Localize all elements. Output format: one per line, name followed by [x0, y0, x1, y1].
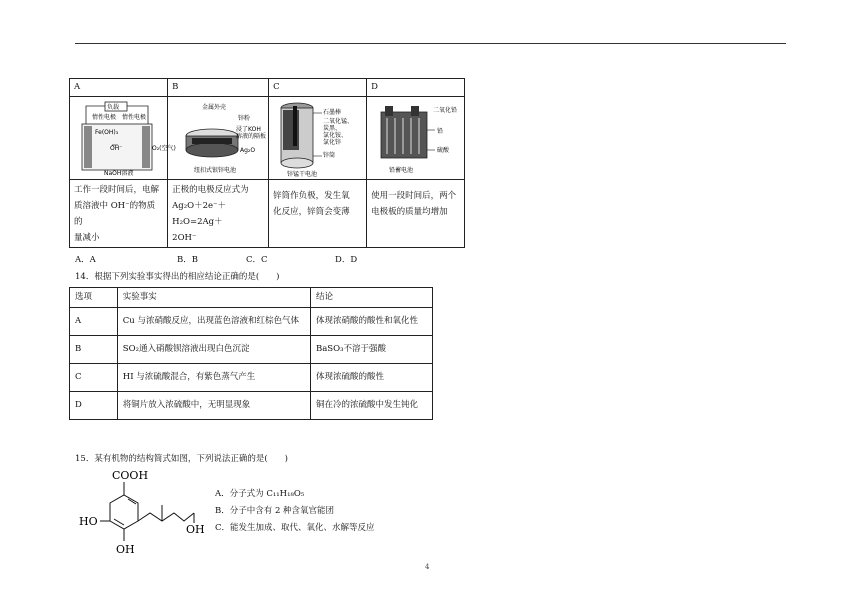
label-ag2o: Ag₂O — [240, 147, 256, 154]
label-ho-left: HO — [79, 515, 98, 528]
table-row — [70, 392, 433, 420]
q14-cell: Cu 与浓硝酸反应，出现蓝色溶液和红棕色气体 — [117, 308, 310, 336]
q13-table — [69, 78, 465, 248]
q13-option-d[interactable]: D．D — [335, 255, 358, 265]
label-oxygen: O₂(空气) — [152, 145, 176, 152]
label-graphite: 石墨棒 — [323, 109, 342, 116]
q15-stem: 15．某有机物的结构简式如图，下列说法正确的是( ) — [75, 454, 288, 464]
button-cell-diagram — [172, 100, 267, 178]
q13-desc-d-line: 电极板的质量均增加 — [371, 207, 448, 218]
label-cooh: COOH — [112, 469, 149, 482]
label-koh-2: 溶液的隔板 — [236, 133, 267, 140]
q14-cell: 铜在冷的浓硫酸中发生钝化 — [310, 392, 432, 420]
q13-desc-b-line: Ag₂O＋2e⁻＋H₂O=2Ag＋ — [172, 201, 227, 228]
header-rule — [75, 43, 786, 44]
table-row — [70, 308, 433, 336]
q13-desc-d — [367, 180, 465, 248]
label-zncl2: 氯化锌 — [323, 139, 342, 146]
q13-option-b[interactable]: B．B — [177, 255, 198, 265]
label-oh: OH⁻ — [110, 145, 123, 152]
label-zinc-can: 锌筒 — [323, 152, 336, 159]
lead-acid-diagram — [371, 100, 461, 178]
q15-option-a[interactable]: A．分子式为 C₁₁H₁₈O₅ — [215, 489, 305, 499]
q14-cell: A — [70, 308, 118, 336]
label-nh4cl: 氯化铵、 — [323, 132, 348, 139]
q13-desc-b — [168, 180, 269, 248]
label-h2so4: 硫酸 — [437, 147, 450, 154]
q13-option-a[interactable]: A．A — [75, 255, 96, 265]
q13-header-a: A — [70, 79, 168, 97]
label-mno2: 二氧化锰、 — [323, 118, 354, 125]
q14-cell: 体现浓硝酸的酸性和氧化性 — [310, 308, 432, 336]
label-electrode-left: 惰性电极 — [92, 114, 117, 121]
q14-header-fact: 实验事实 — [117, 288, 310, 308]
q14-cell: SO₂通入硝酸钡溶液出现白色沉淀 — [117, 336, 310, 364]
q13-desc-a-line: 质溶液中 OH⁻的物质的 — [74, 201, 156, 228]
q13-desc-c — [269, 180, 367, 248]
label-feoh3: Fe(OH)₃ — [95, 129, 119, 136]
dry-cell-diagram — [273, 100, 363, 178]
label-oh-bottom: OH — [116, 543, 135, 556]
caption-lead-acid: 铅蓄电池 — [389, 167, 414, 174]
label-electrode-right: 惰性电极 — [122, 114, 147, 121]
q14-table — [69, 287, 433, 420]
q13-figure-a-cell — [70, 97, 176, 180]
caption-dry-cell: 锌锰干电池 — [287, 171, 318, 178]
q14-cell: B — [70, 336, 118, 364]
caption-button-cell: 纽扣式银锌电池 — [194, 167, 237, 174]
q15-option-c[interactable]: C．能发生加成、取代、氧化、水解等反应 — [215, 523, 375, 533]
q14-cell: C — [70, 364, 118, 392]
label-naoh: NaOH溶液 — [104, 170, 134, 177]
q14-header-conclusion: 结论 — [310, 288, 432, 308]
q14-cell: HI 与浓硫酸混合，有紫色蒸气产生 — [117, 364, 310, 392]
q14-cell: 体现浓硫酸的酸性 — [310, 364, 432, 392]
q13-desc-b-line: 2OH⁻ — [172, 233, 197, 244]
table-row — [70, 336, 433, 364]
q14-cell: 将铜片放入浓硫酸中，无明显现象 — [117, 392, 310, 420]
q15-option-b[interactable]: B．分子中含有 2 种含氧官能团 — [215, 506, 335, 516]
q13-desc-c-line: 化反应，锌筒会变薄 — [273, 207, 350, 218]
page-number: 4 — [425, 563, 430, 571]
molecule-structure — [70, 465, 210, 557]
label-oh-right: OH — [186, 523, 205, 536]
q13-option-c[interactable]: C．C — [246, 255, 268, 265]
q13-desc-a-line: 量减小 — [74, 233, 100, 244]
q13-header-b: B — [168, 79, 269, 97]
label-shell: 金属外壳 — [202, 104, 227, 111]
q13-desc-b-line: 正极的电极反应式为 — [172, 185, 249, 195]
fuel-cell-diagram — [74, 100, 176, 178]
q13-desc-c-line: 锌筒作负极，发生氧 — [273, 191, 350, 201]
q13-figure-b-cell — [168, 97, 269, 180]
q13-header-c: C — [269, 79, 367, 97]
label-pbo2: 二氧化铅 — [433, 107, 458, 114]
q13-desc-d-line: 使用一段时间后，两个 — [371, 191, 457, 201]
q14-cell: D — [70, 392, 118, 420]
q14-cell: BaSO₃不溶于强酸 — [310, 336, 432, 364]
label-zinc-powder: 锌粉 — [238, 115, 251, 122]
q13-desc-a — [70, 180, 168, 248]
table-row — [70, 364, 433, 392]
q14-header-option: 选项 — [70, 288, 118, 308]
q13-header-d: D — [367, 79, 465, 97]
label-lead: 铅 — [437, 128, 444, 135]
q13-desc-a-line: 工作一段时间后，电解 — [74, 185, 160, 195]
label-load: 负载 — [107, 104, 120, 111]
label-koh-1: 浸了KOH — [236, 126, 261, 133]
q13-figure-d-cell — [367, 97, 465, 180]
q14-stem: 14．根据下列实验事实得出的相应结论正确的是( ) — [75, 272, 280, 282]
q13-figure-c-cell — [269, 97, 367, 180]
label-carbon: 炭黑、 — [323, 125, 342, 132]
